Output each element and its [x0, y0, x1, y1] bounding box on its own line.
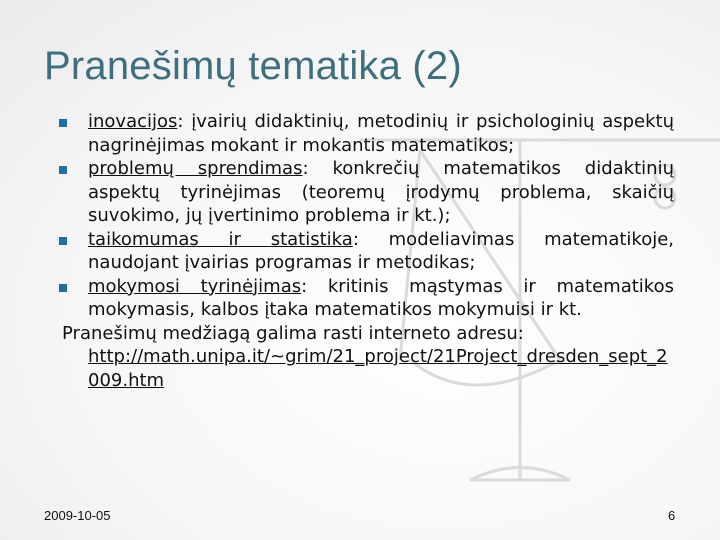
slide-content	[62, 110, 674, 392]
list-item	[62, 110, 674, 157]
list-item-text: : įvairių didaktinių, metodinių ir psichologinių aspektų nagrinėjimas mokant ir mokantis matematikos;	[88, 111, 674, 156]
list-item-text: : kritinis mąstymas ir matematikos mokymasis, kalbos įtaka matematikos mokymuisi ir kt.	[88, 275, 674, 320]
square-bullet-icon	[59, 284, 67, 292]
page-number: 6	[668, 508, 676, 523]
list-item	[62, 157, 674, 228]
square-bullet-icon	[59, 237, 67, 245]
list-item	[62, 228, 674, 275]
square-bullet-icon	[59, 119, 67, 127]
square-bullet-icon	[59, 166, 67, 174]
slide-title: Pranešimų tematika (2)	[44, 44, 462, 88]
list-item-term: mokymosi tyrinėjimas	[88, 275, 302, 297]
footer-date: 2009-10-05	[44, 508, 111, 523]
resource-note: Pranešimų medžiagą galima rasti interneto adresu:	[62, 322, 524, 344]
list-item-text: : konkrečių matematikos didaktinių aspektų tyrinėjimas (teoremų įrodymų problema, skaičių suvokimo, jų įvertinimo problema ir kt.);	[88, 158, 674, 226]
list-item-term: taikomumas ir statistika	[88, 228, 353, 250]
list-item-term: inovacijos	[88, 111, 178, 132]
resource-link[interactable]: http://math.unipa.it/~grim/21_project/21Project_dresden_sept_2009.htm	[88, 346, 668, 391]
list-item-text: : modeliavimas matematikoje, naudojant įvairias programas ir metodikas;	[88, 228, 674, 273]
list-item-term: problemų sprendimas	[88, 158, 303, 179]
list-item	[62, 275, 674, 322]
